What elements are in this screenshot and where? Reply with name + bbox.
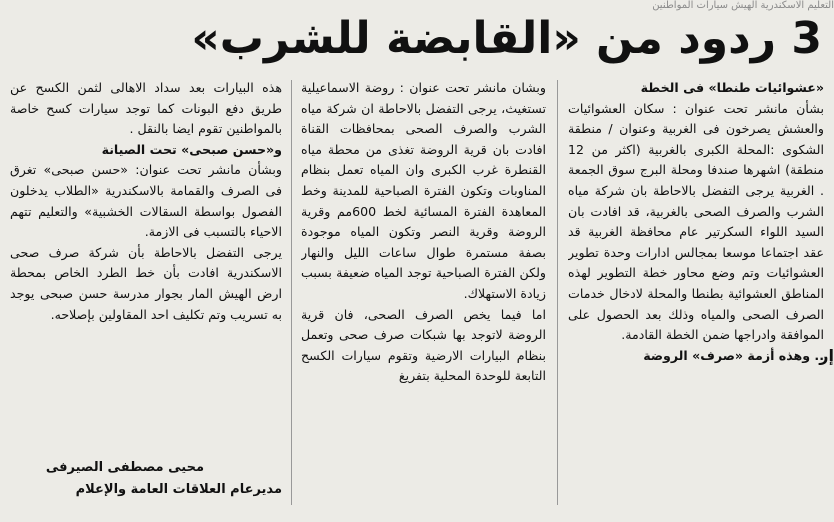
column-middle xyxy=(301,78,546,498)
subheading-rawda: .. وهذه أزمة «صرف» الروضة xyxy=(643,347,824,363)
header-strip: التعليم الاسكندرية الهيش سيارات المواطنين xyxy=(652,0,834,11)
signature-title: مديرعام العلاقات العامة والإعلام xyxy=(75,482,282,497)
paragraph-rawda-sewage: اما فيما يخص الصرف الصحى، فان قرية الروضة لاتوجد بها شبكات صرف صحى وتعمل بنظام البيارات الارضية وتقوم سيارات الكسح التابعة للوحدة المحلية بتفريغ xyxy=(301,306,546,384)
headline: 3 ردود من «القابضة للشرب» xyxy=(191,13,822,64)
paragraph-pits: هذه البيارات بعد سداد الاهالى لثمن الكسح عن طريق دفع البونات كما توجد سيارات كسح خاصة بالمواطنين تقوم ايضا بالنقل . xyxy=(10,80,282,137)
paragraph-tanta: بشأن مانشر تحت عنوان : سكان العشوائيات والعشش يصرخون فى الغربية وعنوان / منطقة الشكوى :المحلة الكبرى بالغربية (اكثر من 12 منطقة) اشهرها صندفا ومحلة البرج سوق الجمعة . الغربية يرجى التفضل بالاحاطة بان شركة مياه الشرب والصرف الصحى بالغربية، قد افادت بان السيد اللواء السكرتير عام محافظة الغربية قد عقد اجتماعا موسعا بمجالس ادارات وحدة تطوير العشوائيات وتم وضع محاور خطة التطوير لهذه المناطق العشوائية بطنطا والمحلة لادخال خدمات الصرف الصحى والمياه وذلك بعد الحصول على الموافقة وادراجها ضمن الخطة القادمة. xyxy=(568,100,824,343)
paragraph-alexandria-response: يرجى التفضل بالاحاطة بأن شركة صرف صحى الاسكندرية افادت بأن خط الطرد الخاص بمحطة ارض الهيش المار بجوار مدرسة حسن صبحى يوجد به تسريب وتم تكليف احد المقاولين بإصلاحه. xyxy=(10,244,282,322)
subheading-tanta: «عشوائيات طنطا» فى الخطة xyxy=(640,80,824,95)
signature-name: محيى مصطفى الصيرفى xyxy=(45,460,204,475)
column-right xyxy=(568,78,824,518)
column-left xyxy=(10,78,282,458)
paragraph-rawda-water: وبشان مانشر تحت عنوان : روضة الاسماعيلية تستغيث، يرجى التفضل بالاحاطة ان شركة مياه الشرب والصرف الصحى بمحافظات القناة افادت بان قرية الروضة تغذى من محطة مياه القنطرة غرب الكبرى وان المياه تعمل بنظام المناوبات وتكون الفترة الصباحية للمدينة وخط المعاهدة الفترة المسائية لخط 600مم وقرية الروضة وقرية النصر وتكون المياه موجودة بصفة مستمرة طوال ساعات الليل والنهار ولكن الفترة الصباحية توجد المياه ضعيفة بسبب زيادة الاستهلاك. xyxy=(301,80,546,301)
column-divider xyxy=(557,80,558,505)
column-divider xyxy=(291,80,292,505)
subheading-hassan-sobhy: و«حسن صبحى» تحت الصيانة xyxy=(101,141,282,157)
edge-mark: إر xyxy=(819,346,834,365)
paragraph-hassan-sobhy: وبشأن مانشر تحت عنوان: «حسن صبحى» تغرق فى الصرف والقمامة بالاسكندرية «الطلاب يدخلون الفصول بواسطة السقالات الخشبية» والتعليم تتهم الاحياء بالتسبب فى الازمة. xyxy=(10,162,282,240)
